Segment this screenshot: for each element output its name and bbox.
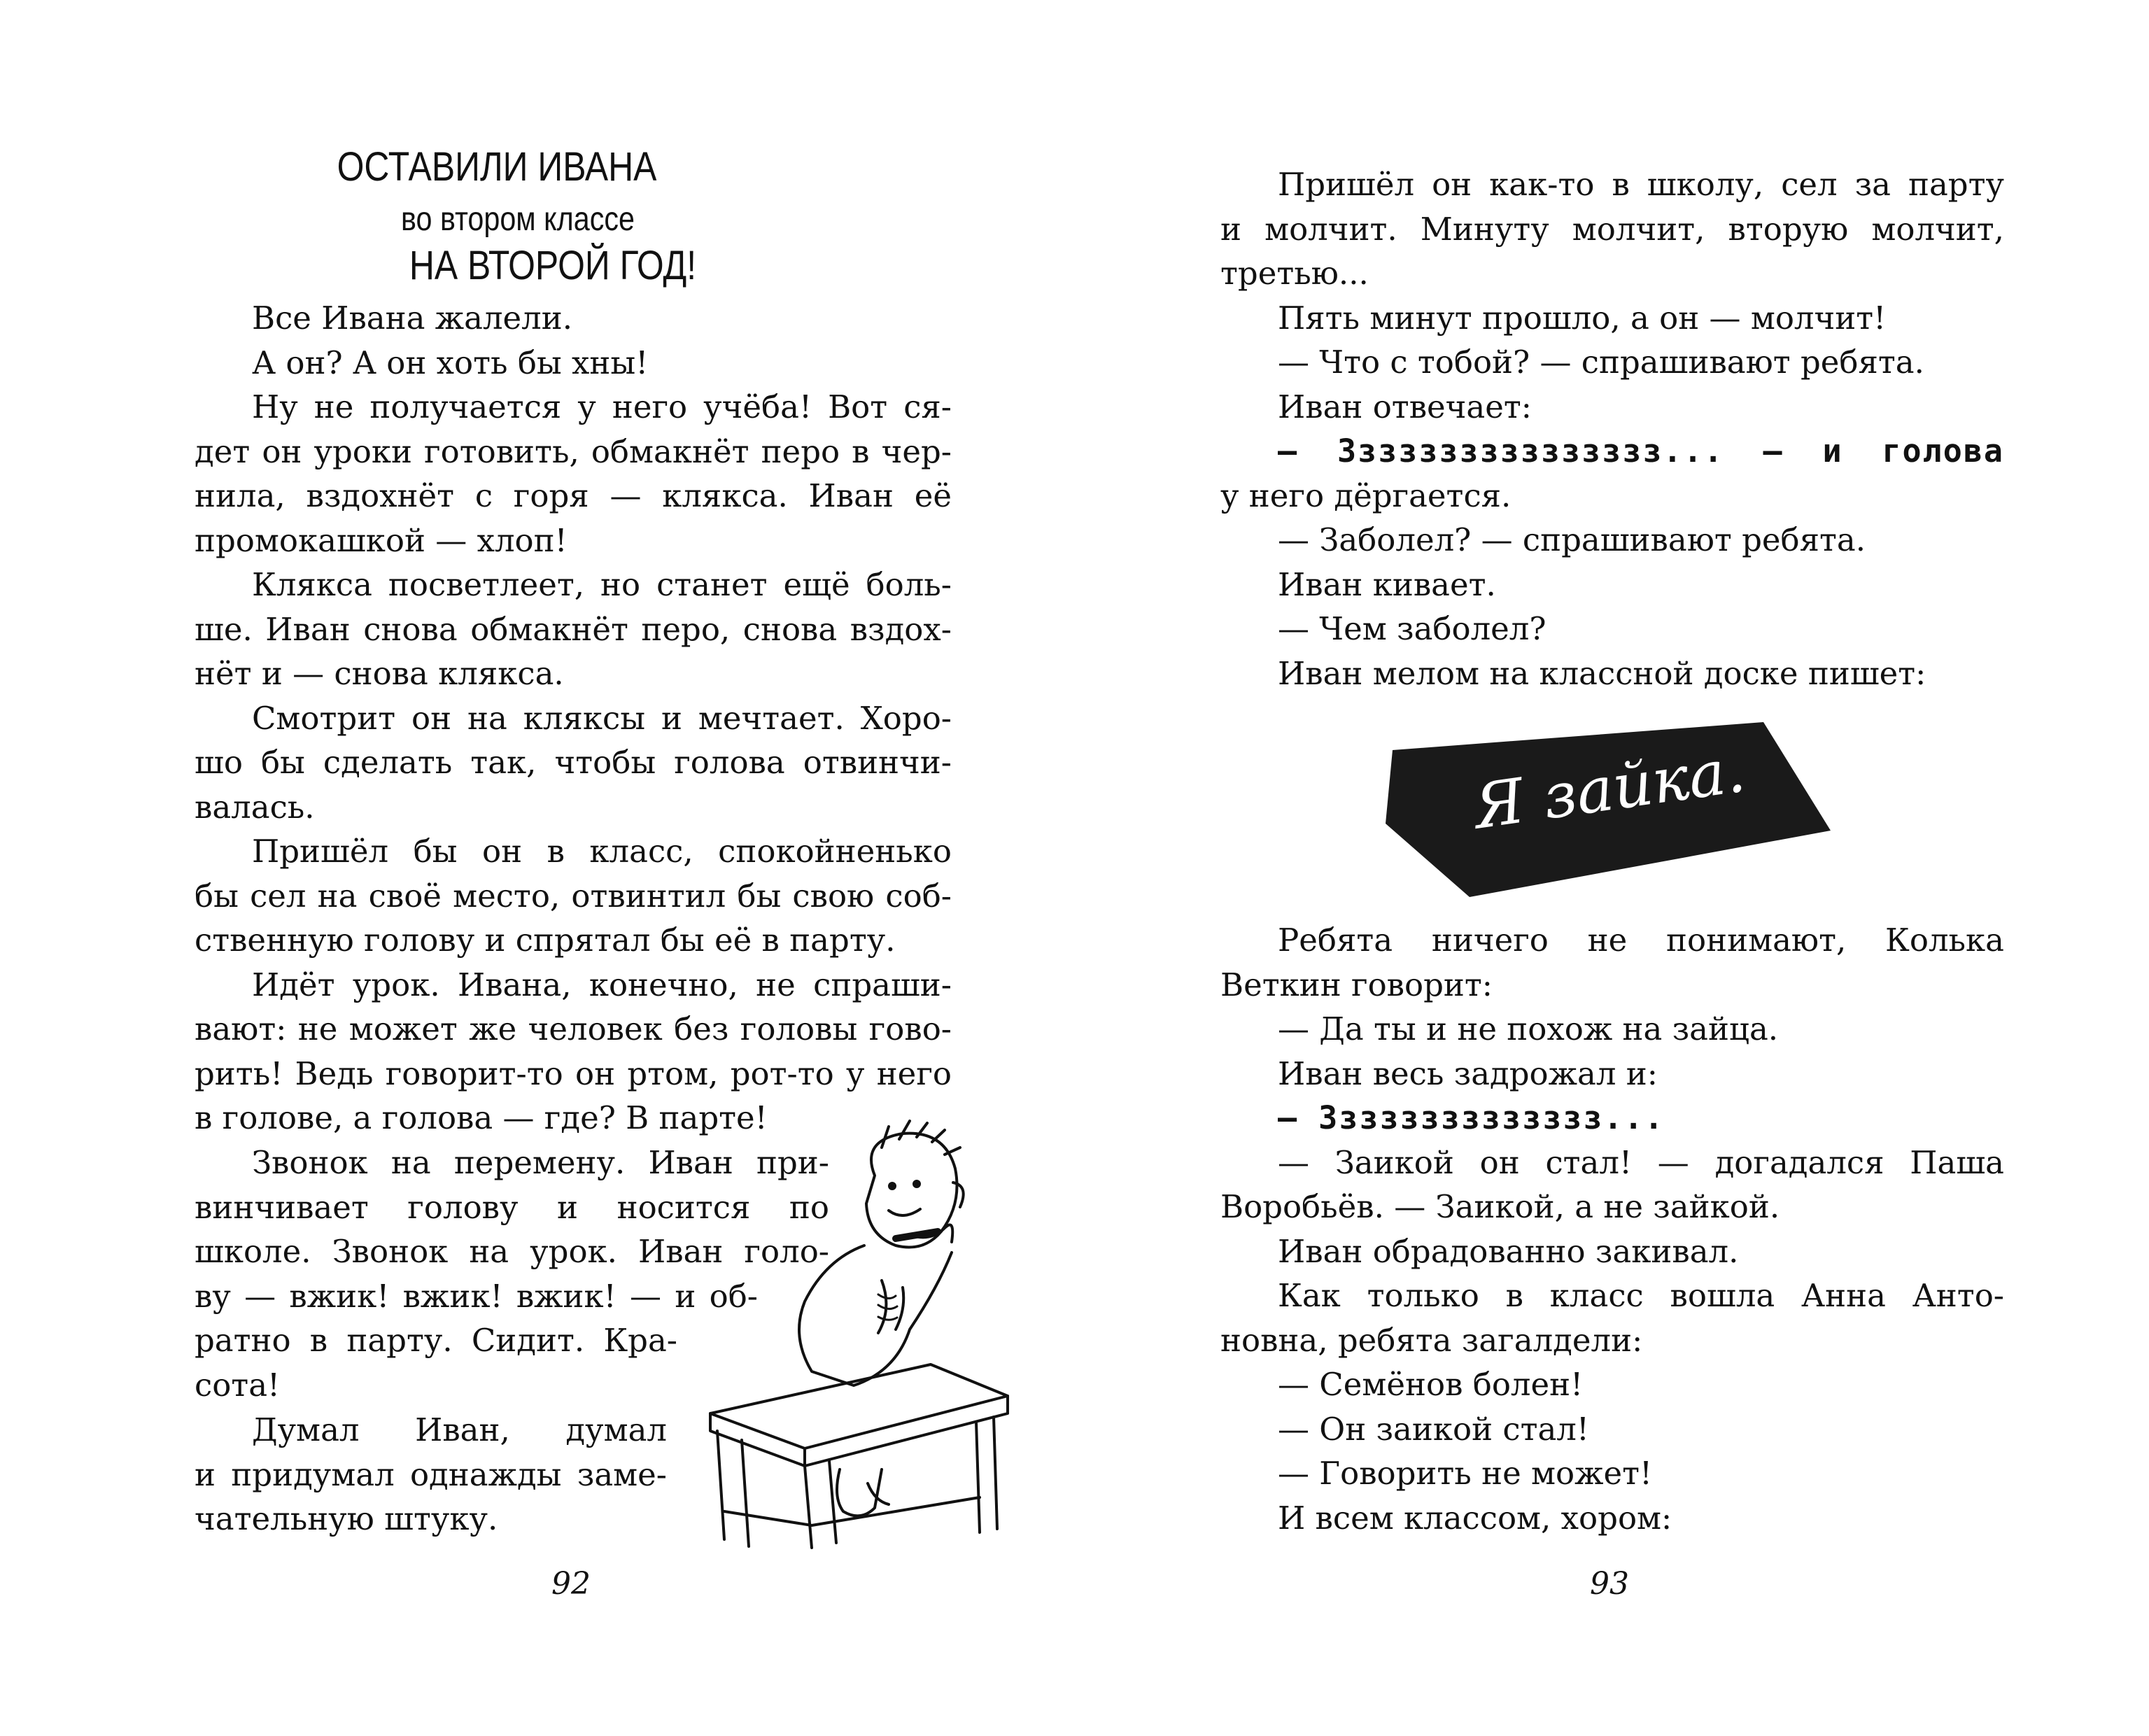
- text-line: и молчит. Минуту молчит, вторую молчит,: [1220, 210, 2004, 248]
- left-text-final: [195, 1408, 667, 1541]
- text-line: — Да ты и не похож на зайца.: [1278, 1010, 1779, 1047]
- text-line: ратно в парту. Сидит. Кра-: [195, 1322, 677, 1359]
- chalkboard-text: Я зайка.: [1470, 733, 1749, 843]
- text-line: валась.: [195, 788, 315, 826]
- right-page: [1074, 0, 2149, 1736]
- chapter-title-line3: НА ВТОРОЙ ГОД!: [409, 243, 697, 288]
- text-line: шо бы сделать так, чтобы голова отвинчи-: [195, 744, 952, 781]
- right-text-bottom: [1220, 918, 2004, 1540]
- text-line: Иван весь задрожал и:: [1278, 1054, 1658, 1092]
- text-line: ву — вжик! вжик! вжик! — и об-: [195, 1277, 758, 1315]
- text-line: Иван мелом на классной доске пишет:: [1278, 654, 1926, 692]
- chapter-title-line1: ОСТАВИЛИ ИВАНА: [337, 144, 657, 190]
- text-line: И всем классом, хором:: [1278, 1499, 1672, 1537]
- text-line: ше. Иван снова обмакнёт перо, снова вздох-: [195, 610, 952, 648]
- text-line: — Заикой он стал! — догадался Паша: [1278, 1143, 2004, 1181]
- text-line: третью...: [1220, 255, 1369, 292]
- text-line: Веткин говорит:: [1220, 966, 1493, 1003]
- text-line: бы сел на своё место, отвинтил бы свою соб-: [195, 877, 952, 915]
- text-line: Думал Иван, думал: [252, 1411, 667, 1448]
- text-line: Смотрит он на кляксы и мечтает. Хоро-: [252, 699, 952, 737]
- text-line: Иван обрадованно закивал.: [1278, 1232, 1739, 1270]
- text-line: А он? А он хоть бы хны!: [252, 344, 649, 381]
- text-line: сота!: [195, 1366, 281, 1404]
- page-number-left: 92: [551, 1566, 591, 1602]
- text-line: дет он уроки готовить, обмакнёт перо в чер-: [195, 432, 952, 470]
- text-line: — Чем заболел?: [1278, 610, 1546, 647]
- text-line: Идёт урок. Ивана, конечно, не спраши-: [252, 966, 952, 1003]
- text-line: Пришёл бы он в класс, спокойненько: [252, 833, 952, 870]
- text-line: ственную голову и спрятал бы её в парту.: [195, 922, 896, 959]
- text-line: — Говорить не может!: [1278, 1455, 1653, 1492]
- text-line: Клякса посветлеет, но станет ещё боль-: [252, 566, 952, 603]
- right-text-top: [1220, 162, 2004, 696]
- text-line: промокашкой — хлоп!: [195, 521, 568, 559]
- text-line: — Заболел? — спрашивают ребята.: [1278, 521, 1866, 558]
- text-line: Как только в класс вошла Анна Анто-: [1278, 1277, 2004, 1314]
- text-line: Пришёл он как-то в школу, сел за парту: [1278, 166, 2004, 203]
- text-line: рить! Ведь говорит-то он ртом, рот-то у него: [195, 1054, 952, 1092]
- page-number-right: 93: [1590, 1566, 1629, 1602]
- text-line: — Зззззззззззззззз... — и голова: [1278, 432, 2004, 470]
- left-page: [0, 0, 1074, 1736]
- text-line: Воробьёв. — Заикой, а не зайкой.: [1220, 1188, 1780, 1225]
- left-text-main: [195, 296, 952, 1141]
- text-line: нёт и — снова клякса.: [195, 655, 564, 692]
- text-line: новна, ребята загалдели:: [1220, 1321, 1643, 1359]
- text-line: — Зззззззззззззз...: [1278, 1099, 1665, 1136]
- text-line: — Что с тобой? — спрашивают ребята.: [1278, 344, 1924, 381]
- text-line: нила, вздохнёт с горя — клякса. Иван её: [195, 477, 952, 514]
- text-line: вают: не может же человек без головы гово-: [195, 1010, 952, 1047]
- text-line: в голове, а голова — где? В парте!: [195, 1099, 768, 1136]
- text-line: у него дёргается.: [1220, 477, 1512, 514]
- text-line: Ну не получается у него учёба! Вот ся-: [252, 388, 952, 425]
- text-line: Иван кивает.: [1278, 565, 1496, 603]
- boy-at-desk-illustration: [700, 1120, 1015, 1553]
- text-line: Иван отвечает:: [1278, 388, 1532, 425]
- text-line: и придумал однажды заме-: [195, 1455, 667, 1493]
- text-line: Все Ивана жалели.: [252, 299, 573, 337]
- text-line: Звонок на перемену. Иван при-: [252, 1144, 829, 1181]
- text-line: винчивает голову и носится по: [195, 1188, 829, 1226]
- chapter-title-line2: во втором классе: [401, 201, 635, 238]
- text-line: чательную штуку.: [195, 1500, 498, 1537]
- text-line: Пять минут прошло, а он — молчит!: [1278, 299, 1887, 337]
- text-line: школе. Звонок на урок. Иван голо-: [195, 1233, 829, 1270]
- text-line: — Семёнов болен!: [1278, 1366, 1584, 1403]
- text-line: — Он заикой стал!: [1278, 1410, 1589, 1448]
- text-line: Ребята ничего не понимают, Колька: [1278, 922, 2004, 959]
